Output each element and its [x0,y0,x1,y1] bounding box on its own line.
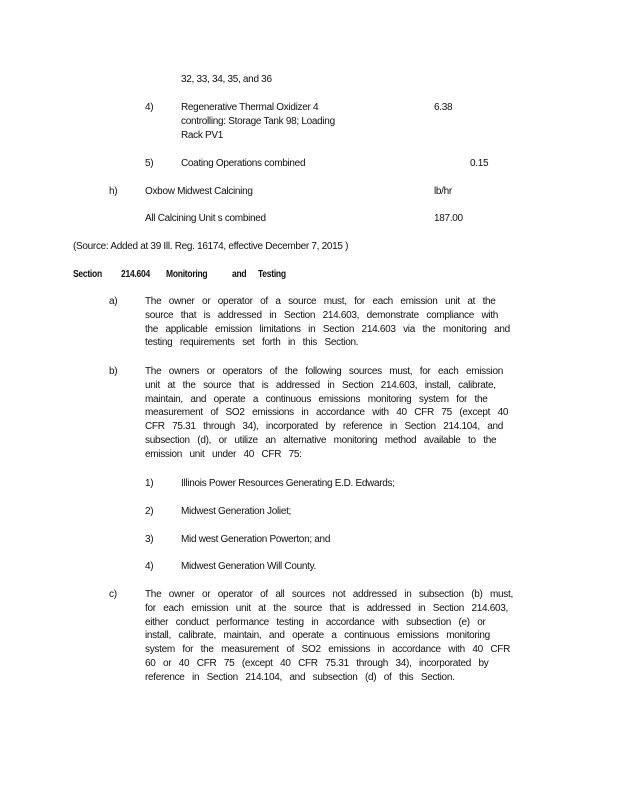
item-number: 4) [145,102,154,113]
list-item-number: 2) [145,506,154,517]
section-heading-title: and [232,269,247,280]
item-label: Coating Operations combined [181,158,306,169]
list-item-text: Midwest Generation Joliet; [181,506,292,517]
list-item-text: Illinois Power Resources Generating E.D. Edwards; [181,478,395,489]
unit-label: lb/hr [434,186,452,197]
item-label: controlling: Storage Tank 98; Loading [181,116,335,127]
section-heading-code: 214.604 [121,269,150,280]
paragraph-label: b) [109,366,118,377]
list-item-text: Midwest Generation Will County. [181,561,317,572]
paragraph-label: a) [109,296,118,307]
item-label: Rack PV1 [181,130,224,141]
source-note: (Source: Added at 39 Ill. Reg. 16174, effective December 7, 2015 ) [73,241,349,252]
list-item-number: 3) [145,534,154,545]
item-value: 6.38 [434,102,453,113]
item-number: 5) [145,158,154,169]
item-value: 0.15 [470,158,489,169]
subsection-label: h) [109,186,118,197]
paragraph-label: c) [109,589,117,600]
list-item-text: Mid west Generation Powerton; and [181,534,331,545]
section-heading-title: Testing [258,269,286,280]
section-heading-title: Monitoring [166,269,208,280]
item-label: All Calcining Unit s combined [145,213,266,224]
paragraph-b-text: The owners or operators of the following sources must, for each emission unit at the source that is addressed in Section 214.603, install, calibrate, maintain, and operate a continuous emissions monitoring system for the measurement of SO2 emissions in accordance with 40 CFR 75 (except 40 CFR 75.31 through 34), incorporated by reference in Section 214.104, and subsection (d), or utilize an alternative monitoring method available to the emission unit under 40 CFR 75: [145,366,509,460]
item-label: Regenerative Thermal Oxidizer 4 [181,102,319,113]
list-item-number: 4) [145,561,154,572]
source-name: Oxbow Midwest Calcining [145,186,253,197]
paragraph-a-text: The owner or operator of a source must, for each emission unit at the source that is addressed in Section 214.603, demonstrate compliance with the applicable emission limitations in Section 214.603 via the monitoring and testing requirements set forth in this Section. [145,296,510,349]
list-continuation: 32, 33, 34, 35, and 36 [181,74,272,85]
list-item-number: 1) [145,478,154,489]
paragraph-c-text: The owner or operator of all sources not addressed in subsection (b) must, for each emission unit at the source that is addressed in Section 214.603, either conduct performance testing in accordance with subsection (e) or install, calibrate, maintain, and operate a continuous emissions monitoring system for the measurement of SO2 emissions in accordance with 40 CFR 60 or 40 CFR 75 (except 40 CFR 75.31 through 34), incorporated by reference in Section 214.104, and subsection (d) of this Section. [145,589,513,683]
item-value: 187.00 [434,213,463,224]
section-heading-label: Section [73,269,102,280]
